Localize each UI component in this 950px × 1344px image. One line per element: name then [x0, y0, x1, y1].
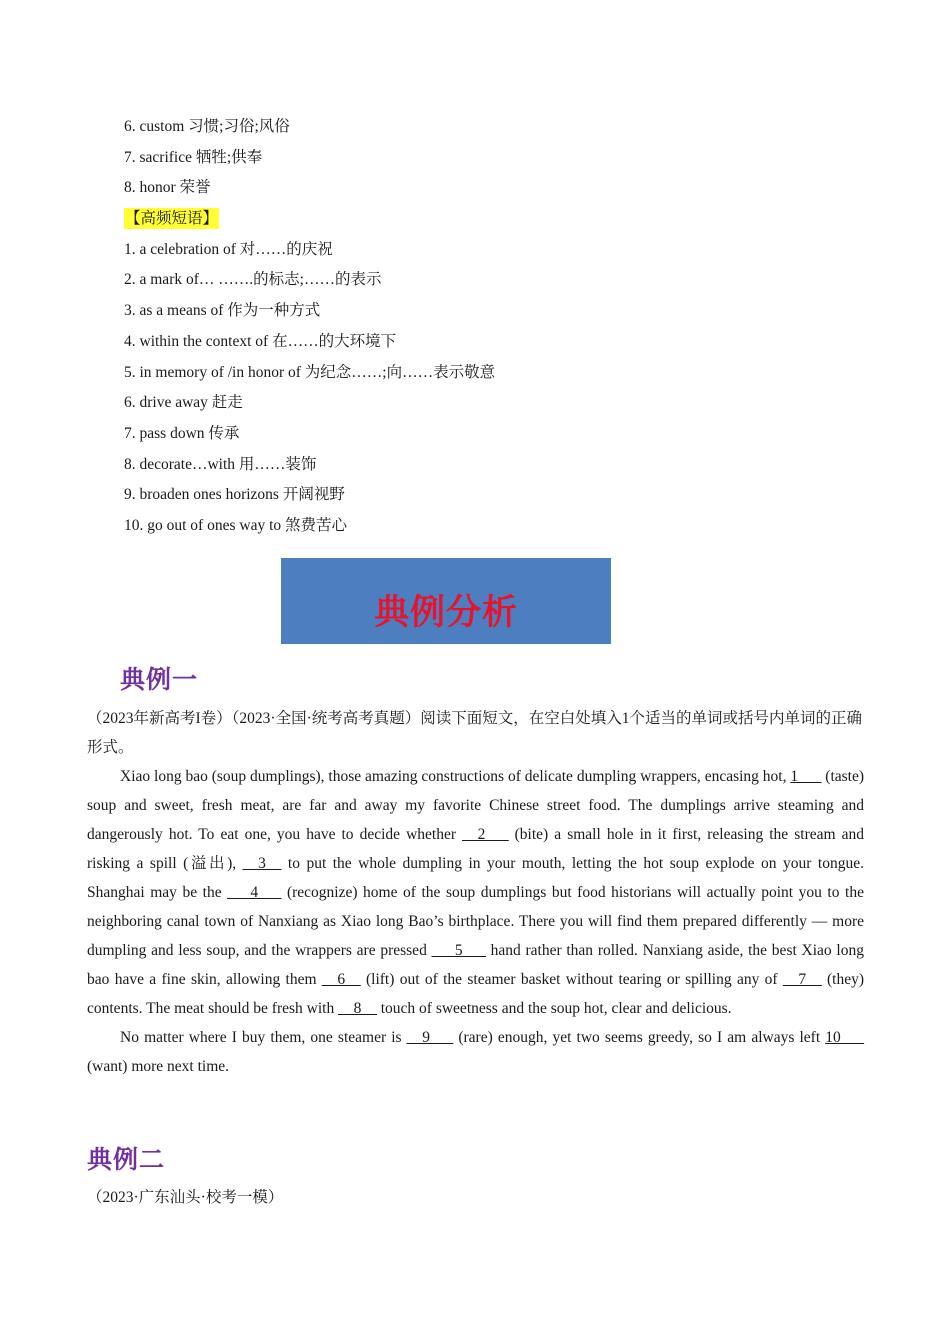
cloze-passage — [87, 762, 864, 1081]
example-two-heading: 典例二 — [87, 1145, 166, 1174]
phrase-item: 5. in memory of /in honor of 为纪念……;向……表示敬意 — [124, 363, 496, 381]
passage-text: No matter where I buy them, one steamer is — [120, 1029, 407, 1046]
blank-3: __3__ — [242, 855, 282, 872]
passage-text: (lift) out of the steamer basket without tearing or spilling any of — [360, 971, 783, 988]
phrase-item: 10. go out of ones way to 煞费苦心 — [124, 516, 348, 534]
phrase-item: 3. as a means of 作为一种方式 — [124, 302, 321, 320]
blank-10: 10___ — [825, 1029, 865, 1046]
blank-4: ___4___ — [227, 884, 282, 901]
passage-text: touch of sweetness and the soup hot, clear and delicious. — [376, 1000, 732, 1017]
blank-9: __9___ — [406, 1029, 454, 1046]
phrase-item: 2. a mark of… …….的标志;……的表示 — [124, 271, 382, 289]
example-one-source: （2023年新高考I卷）（2023·全国·统考高考真题）阅读下面短文，在空白处填入1个适当的单词或括号内单词的正确形式。 — [87, 710, 862, 756]
passage-text: (taste) soup and sweet, fresh meat, are far and away my favorite Chinese street food. The dumplings arrive steaming and dangerously hot. To eat one, you have to decide whether — [87, 768, 865, 843]
passage-text: to put the whole dumpling in your mouth, letting the hot soup explode on your tongue. Shanghai may be the — [87, 855, 864, 901]
phrase-item: 8. decorate…with 用……装饰 — [124, 455, 317, 473]
passage-text: (rare) enough, yet two seems greedy, so I am always left — [453, 1029, 826, 1046]
example-two-source: （2023·广东汕头·校考一模） — [87, 1189, 284, 1206]
vocab-item: 7. sacrifice 牺牲;供奉 — [124, 148, 263, 166]
phrase-item: 6. drive away 赶走 — [124, 394, 243, 412]
passage-paragraph-2 — [87, 1023, 864, 1081]
blank-5: ___5___ — [431, 942, 486, 959]
blank-7: __7__ — [782, 971, 822, 988]
vocab-item: 6. custom 习惯;习俗;风俗 — [124, 118, 290, 135]
phrases-heading-line — [124, 204, 724, 235]
passage-text: (bite) a small hole in it first, releasing the stream and risking a spill (溢出), — [87, 826, 864, 872]
passage-text: (recognize) home of the soup dumplings but food historians will actually point you to the neighboring canal town of Nanxiang as Xiao long Bao’s birthplace. There you will find them prepared differently — more dumpling and less soup, and the wrappers are pressed — [87, 884, 864, 959]
phrases-heading: 【高频短语】 — [125, 210, 219, 228]
passage-text: hand rather than rolled. Nanxiang aside, the best Xiao long bao have a fine skin, allowing them — [87, 942, 864, 988]
blank-1: 1___ — [790, 768, 822, 785]
vocab-item: 8. honor 荣誉 — [124, 179, 211, 197]
passage-paragraph-1 — [87, 762, 864, 1023]
example-one-heading: 典例一 — [120, 665, 199, 694]
blank-8: __8__ — [338, 1000, 377, 1017]
passage-text: Xiao long bao (soup dumplings), those amazing constructions of delicate dumpling wrappers, encasing hot, — [120, 768, 791, 785]
blank-2: __2___ — [462, 826, 509, 843]
vocabulary-list — [124, 112, 724, 542]
phrase-item: 7. pass down 传承 — [124, 424, 240, 442]
phrase-item: 1. a celebration of 对……的庆祝 — [124, 240, 333, 258]
blank-6: __6__ — [321, 971, 361, 988]
banner-title: 典例分析 — [373, 593, 518, 633]
passage-text: (they) contents. The meat should be fresh with — [87, 971, 864, 1017]
passage-text: (want) more next time. — [87, 1058, 230, 1075]
section-banner — [281, 558, 611, 644]
phrase-item: 9. broaden ones horizons 开阔视野 — [124, 486, 345, 504]
phrase-item: 4. within the context of 在……的大环境下 — [124, 332, 397, 350]
